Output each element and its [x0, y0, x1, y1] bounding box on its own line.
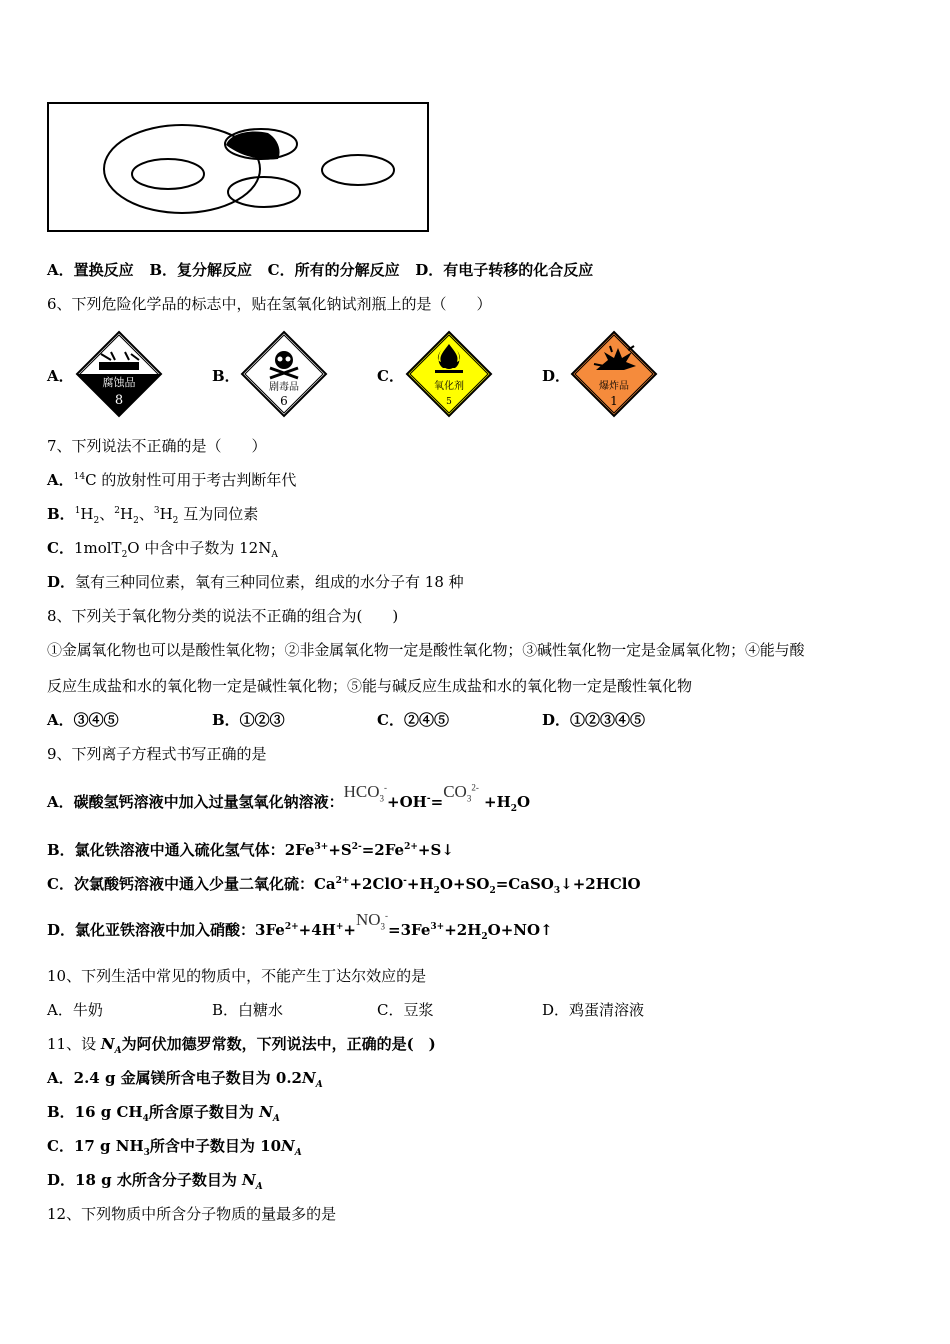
q9-option-d[interactable]: D．氯化亚铁溶液中加入硝酸：$3Fe^{2+}+4H^++NO_3^-=3Fe^{3+}+2H_2O+NO↑$ [47, 910, 553, 942]
q7-option-d[interactable] [47, 571, 464, 593]
oxidizer-sign-icon[interactable] [405, 330, 493, 418]
q8-statement-line1: ①金属氧化物也可以是酸性氧化物；②非金属氧化物一定是酸性氧化物；③碱性氧化物一定是金属氧化物；④能与酸 [47, 641, 805, 659]
q11-option-c-pre: C．17 g NH [47, 1137, 144, 1155]
q6-option-a-label[interactable]: A． [47, 367, 74, 385]
q5-options [47, 259, 593, 281]
q7-option-c-label: C． [47, 539, 74, 557]
q5-option-a[interactable]: A．置换反应 [47, 261, 134, 279]
q11-option-a[interactable]: A．2.4 g 金属镁所含电子数目为 $0.2N_A$ [47, 1069, 323, 1090]
oxidizer-sign-name: 氧化剂 [434, 381, 464, 392]
toxic-sign-icon[interactable] [240, 330, 328, 418]
q7-option-c-sub: 2 [121, 550, 128, 560]
right-ellipse [322, 155, 394, 185]
q9-option-a[interactable]: A．碳酸氢钙溶液中加入过量氢氧化钠溶液：$HCO_3^-+OH^-=CO_3^{2-} +H_2O$ [47, 782, 531, 814]
q11-option-d[interactable]: D．18 g 水所含分子数目为 $N_A$ [47, 1171, 263, 1192]
q11-stem-pre: 11、设 [47, 1035, 101, 1053]
q5-option-c[interactable]: C．所有的分解反应 [267, 261, 400, 279]
corrosive-sign-number: 8 [114, 393, 124, 408]
q11-option-d-text: D．18 g 水所含分子数目为 [47, 1171, 243, 1189]
q6-option-b-label[interactable]: B． [212, 367, 240, 385]
oxidizer-sign-number: 5 [446, 397, 452, 407]
q10-stem: 10、下列生活中常见的物质中，不能产生丁达尔效应的是 [47, 967, 427, 985]
q7-option-d-label: D． [47, 573, 76, 591]
q12-stem: 12、下列物质中所含分子物质的量最多的是 [47, 1205, 337, 1223]
q9-stem: 9、下列离子方程式书写正确的是 [47, 745, 267, 763]
q7-option-b[interactable]: B．$^1H_2$、$^2H_2$、$^3H_2$ 互为同位素 [47, 505, 259, 526]
q8-option-a[interactable]: A．③④⑤ [47, 711, 119, 729]
bottom-ellipse [228, 177, 300, 207]
q7-option-d-text: 氢有三种同位素，氧有三种同位素，组成的水分子有 18 种 [75, 573, 464, 591]
q10-option-c[interactable]: C．豆浆 [377, 1001, 434, 1019]
explosive-sign-icon[interactable] [570, 330, 658, 418]
q6-option-d-label[interactable]: D． [542, 367, 571, 385]
q10-option-d[interactable]: D．鸡蛋清溶液 [542, 1001, 645, 1019]
q7-option-a-label: A． [47, 471, 74, 489]
q5-option-d[interactable]: D．有电子转移的化合反应 [415, 261, 594, 279]
q8-option-c[interactable]: C．②④⑤ [377, 711, 449, 729]
q7-option-c-pre: 1molT [73, 539, 122, 557]
q9-option-a-text: A．碳酸氢钙溶液中加入过量氢氧化钠溶液： [47, 793, 344, 811]
q11-option-b-post: 所含原子数目为 [148, 1103, 260, 1121]
q8-statement-line2: 反应生成盐和水的氧化物一定是碱性氧化物；⑤能与碱反应生成盐和水的氧化物一定是酸性氧化物 [47, 677, 693, 695]
q6-stem: 6、下列危险化学品的标志中，贴在氢氧化钠试剂瓶上的是（ ） [47, 295, 492, 313]
q11-stem: 11、设 $N_A$为阿伏加德罗常数，下列说法中，正确的是( ) [47, 1035, 436, 1056]
q9-option-b[interactable]: B．氯化铁溶液中通入硫化氢气体：$2Fe^{3+}+S^{2-}=2Fe^{2+}+S↓$ [47, 841, 454, 859]
q11-option-a-text: A．2.4 g 金属镁所含电子数目为 0.2 [47, 1069, 302, 1087]
explosive-sign-number: 1 [610, 394, 618, 408]
q7-option-b-label: B． [47, 505, 75, 523]
q7-stem: 7、下列说法不正确的是（ ） [47, 437, 267, 455]
q7-option-a-text: C 的放射性可用于考古判断年代 [85, 471, 297, 489]
q11-stem-post: 为阿伏加德罗常数，下列说法中，正确的是( ) [121, 1035, 436, 1053]
left-ellipse [132, 159, 204, 189]
q9-option-c[interactable]: C．次氯酸钙溶液中通入少量二氧化硫：$Ca^{2+}+2ClO^-+H_2O+SO_2=CaSO_3↓+2HClO$ [47, 875, 641, 896]
q8-option-b[interactable]: B．①②③ [212, 711, 285, 729]
q9-option-c-text: C．次氯酸钙溶液中通入少量二氧化硫： [47, 875, 314, 893]
q7-option-c-sub2: A [271, 550, 278, 560]
q6-option-c-label[interactable]: C． [377, 367, 404, 385]
q9-option-b-text: B．氯化铁溶液中通入硫化氢气体： [47, 841, 285, 859]
q11-option-c[interactable]: C．17 g $NH_3$所含中子数目为 $10N_A$ [47, 1137, 302, 1158]
q7-option-c[interactable] [47, 537, 278, 559]
venn-diagram-figure [46, 101, 432, 235]
q10-option-b[interactable]: B．白糖水 [212, 1001, 284, 1019]
corrosive-sign-icon[interactable] [75, 330, 163, 418]
q10-option-a[interactable]: A．牛奶 [47, 1001, 103, 1019]
q7-option-a[interactable] [47, 469, 296, 491]
toxic-sign-number: 6 [280, 394, 288, 408]
q11-option-b-pre: B．16 g CH [47, 1103, 143, 1121]
q8-stem: 8、下列关于氧化物分类的说法不正确的组合为( ) [47, 607, 399, 625]
q7-option-b-text: 互为同位素 [183, 505, 259, 523]
q8-option-d[interactable]: D．①②③④⑤ [542, 711, 646, 729]
toxic-sign-name: 剧毒品 [269, 382, 299, 393]
q7-option-c-mid: O 中含中子数为 12N [127, 539, 272, 557]
corrosive-sign-name: 腐蚀品 [102, 376, 136, 389]
explosive-sign-name: 爆炸品 [599, 381, 629, 392]
q5-option-b[interactable]: B．复分解反应 [149, 261, 252, 279]
q11-option-b[interactable]: B．16 g $CH_4$所含原子数目为 $N_A$ [47, 1103, 280, 1124]
q9-option-d-text: D．氯化亚铁溶液中加入硝酸： [47, 921, 256, 939]
q7-option-a-sup: 14 [73, 472, 86, 482]
q11-option-c-post: 所含中子数目为 10 [149, 1137, 282, 1155]
